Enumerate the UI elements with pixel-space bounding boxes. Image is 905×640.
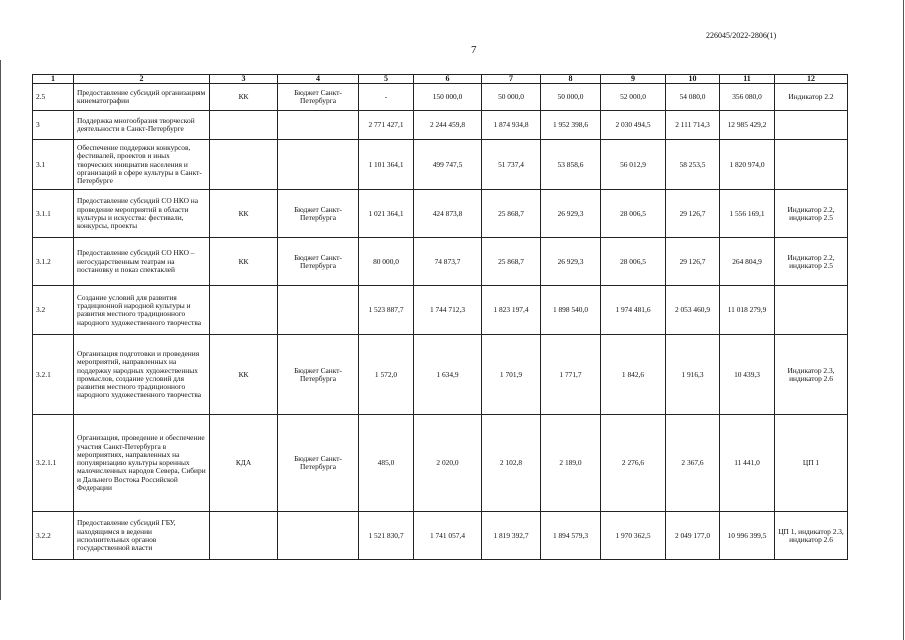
column-header: 2 — [74, 75, 210, 84]
column-header: 3 — [210, 75, 278, 84]
funding-source — [278, 286, 359, 335]
row-number: 3.1.1 — [33, 190, 74, 238]
value-col5: 1 521 830,7 — [359, 512, 414, 560]
value-col6: 1 634,9 — [414, 335, 482, 415]
table-row — [33, 286, 848, 335]
indicator — [775, 111, 848, 140]
indicator: Индикатор 2.2 — [775, 84, 848, 111]
value-col5: 80 000,0 — [359, 238, 414, 286]
funding-source: Бюджет Санкт-Петербурга — [278, 415, 359, 512]
column-header: 5 — [359, 75, 414, 84]
value-col5: - — [359, 84, 414, 111]
value-col9: 2 276,6 — [601, 415, 666, 512]
value-col7: 25 868,7 — [482, 190, 541, 238]
value-col5: 1 101 364,1 — [359, 140, 414, 190]
executor-code: КК — [210, 335, 278, 415]
indicator — [775, 286, 848, 335]
value-col8: 1 898 540,0 — [541, 286, 601, 335]
value-col11: 10 439,3 — [720, 335, 775, 415]
activity-name: Создание условий для развития традиционной народной культуры и развития местного традиционного народного художественного творчества — [74, 286, 210, 335]
value-col6: 1 744 712,3 — [414, 286, 482, 335]
table-row — [33, 335, 848, 415]
value-col5: 2 771 427,1 — [359, 111, 414, 140]
value-col9: 1 970 362,5 — [601, 512, 666, 560]
column-header: 11 — [720, 75, 775, 84]
column-header: 10 — [666, 75, 720, 84]
indicator: Индикатор 2.2, индикатор 2.5 — [775, 190, 848, 238]
activity-name: Обеспечение поддержки конкурсов, фестивалей, проектов и иных творческих инициатив населения и организаций в сфере культуры в Санкт-Петербурге — [74, 140, 210, 190]
executor-code: КК — [210, 84, 278, 111]
value-col10: 2 053 460,9 — [666, 286, 720, 335]
value-col8: 50 000,0 — [541, 84, 601, 111]
value-col9: 28 006,5 — [601, 190, 666, 238]
funding-source — [278, 140, 359, 190]
value-col7: 1 701,9 — [482, 335, 541, 415]
value-col5: 1 523 887,7 — [359, 286, 414, 335]
executor-code — [210, 140, 278, 190]
value-col11: 264 804,9 — [720, 238, 775, 286]
column-header: 12 — [775, 75, 848, 84]
column-header: 4 — [278, 75, 359, 84]
value-col7: 1 819 392,7 — [482, 512, 541, 560]
executor-code: КДА — [210, 415, 278, 512]
table-row — [33, 84, 848, 111]
executor-code — [210, 512, 278, 560]
value-col5: 1 021 364,1 — [359, 190, 414, 238]
row-number: 3 — [33, 111, 74, 140]
indicator: Индикатор 2.2, индикатор 2.5 — [775, 238, 848, 286]
table-row — [33, 140, 848, 190]
value-col11: 12 985 429,2 — [720, 111, 775, 140]
column-header: 9 — [601, 75, 666, 84]
executor-code — [210, 286, 278, 335]
value-col6: 150 000,0 — [414, 84, 482, 111]
activity-name: Предоставление субсидий СО НКО – негосударственным театрам на постановку и показ спектаклей — [74, 238, 210, 286]
funding-source: Бюджет Санкт-Петербурга — [278, 335, 359, 415]
value-col10: 54 080,0 — [666, 84, 720, 111]
value-col10: 2 111 714,3 — [666, 111, 720, 140]
column-header: 7 — [482, 75, 541, 84]
value-col9: 1 842,6 — [601, 335, 666, 415]
activity-name: Организация подготовки и проведения мероприятий, направленных на поддержку народных художественных промыслов, создание условий для развития местного традиционного народного художественного творчества — [74, 335, 210, 415]
indicator: ЦП 1 — [775, 415, 848, 512]
scan-edge-right — [903, 0, 904, 640]
value-col11: 1 820 974,0 — [720, 140, 775, 190]
value-col11: 10 996 399,5 — [720, 512, 775, 560]
value-col11: 356 080,0 — [720, 84, 775, 111]
activity-name: Предоставление субсидий организациям кинематографии — [74, 84, 210, 111]
table-row — [33, 415, 848, 512]
row-number: 3.2.2 — [33, 512, 74, 560]
value-col10: 29 126,7 — [666, 238, 720, 286]
value-col10: 58 253,5 — [666, 140, 720, 190]
row-number: 3.1 — [33, 140, 74, 190]
value-col9: 28 006,5 — [601, 238, 666, 286]
value-col8: 26 929,3 — [541, 190, 601, 238]
activity-name: Предоставление субсидий ГБУ, находящимся в ведении исполнительных органов государственной власти — [74, 512, 210, 560]
document-id: 226045/2022-2806(1) — [706, 31, 777, 40]
table-row — [33, 111, 848, 140]
funding-source — [278, 111, 359, 140]
value-col6: 2 244 459,8 — [414, 111, 482, 140]
indicator: Индикатор 2.3, индикатор 2.6 — [775, 335, 848, 415]
row-number: 3.2.1 — [33, 335, 74, 415]
value-col9: 2 030 494,5 — [601, 111, 666, 140]
value-col9: 1 974 481,6 — [601, 286, 666, 335]
value-col8: 1 771,7 — [541, 335, 601, 415]
row-number: 2.5 — [33, 84, 74, 111]
value-col10: 29 126,7 — [666, 190, 720, 238]
activity-name: Предоставление субсидий СО НКО на проведение мероприятий в области культуры и искусства: фестивали, конкурсы, проекты — [74, 190, 210, 238]
scan-edge-left — [0, 60, 1, 600]
value-col7: 50 000,0 — [482, 84, 541, 111]
executor-code: КК — [210, 190, 278, 238]
table-row — [33, 512, 848, 560]
table-header-row — [33, 75, 848, 84]
value-col7: 1 823 197,4 — [482, 286, 541, 335]
funding-source: Бюджет Санкт-Петербурга — [278, 190, 359, 238]
funding-source — [278, 512, 359, 560]
column-header: 8 — [541, 75, 601, 84]
value-col11: 11 441,0 — [720, 415, 775, 512]
page-number: 7 — [471, 44, 477, 56]
value-col9: 56 012,9 — [601, 140, 666, 190]
value-col6: 2 020,0 — [414, 415, 482, 512]
value-col8: 26 929,3 — [541, 238, 601, 286]
value-col9: 52 000,0 — [601, 84, 666, 111]
value-col6: 424 873,8 — [414, 190, 482, 238]
value-col7: 51 737,4 — [482, 140, 541, 190]
funding-source: Бюджет Санкт-Петербурга — [278, 84, 359, 111]
value-col5: 1 572,0 — [359, 335, 414, 415]
row-number: 3.1.2 — [33, 238, 74, 286]
value-col6: 74 873,7 — [414, 238, 482, 286]
value-col10: 2 367,6 — [666, 415, 720, 512]
table-row — [33, 190, 848, 238]
indicator — [775, 140, 848, 190]
funding-source: Бюджет Санкт-Петербурга — [278, 238, 359, 286]
row-number: 3.2.1.1 — [33, 415, 74, 512]
executor-code — [210, 111, 278, 140]
value-col7: 2 102,8 — [482, 415, 541, 512]
value-col11: 11 018 279,9 — [720, 286, 775, 335]
table-row — [33, 238, 848, 286]
value-col11: 1 556 169,1 — [720, 190, 775, 238]
indicator: ЦП 1, индикатор 2.3, индикатор 2.6 — [775, 512, 848, 560]
row-number: 3.2 — [33, 286, 74, 335]
value-col8: 2 189,0 — [541, 415, 601, 512]
value-col5: 485,0 — [359, 415, 414, 512]
column-header: 6 — [414, 75, 482, 84]
value-col7: 1 874 934,8 — [482, 111, 541, 140]
value-col10: 2 049 177,0 — [666, 512, 720, 560]
value-col8: 1 894 579,3 — [541, 512, 601, 560]
activity-name: Организация, проведение и обеспечение участия Санкт-Петербурга в мероприятиях, направленных на популяризацию культуры коренных малочисленных народов Севера, Сибири и Дальнего Востока Российской Федерации — [74, 415, 210, 512]
value-col6: 1 741 057,4 — [414, 512, 482, 560]
executor-code: КК — [210, 238, 278, 286]
column-header: 1 — [33, 75, 74, 84]
budget-table — [32, 74, 848, 560]
value-col6: 499 747,5 — [414, 140, 482, 190]
value-col10: 1 916,3 — [666, 335, 720, 415]
value-col8: 53 858,6 — [541, 140, 601, 190]
activity-name: Поддержка многообразия творческой деятельности в Санкт-Петербурге — [74, 111, 210, 140]
value-col7: 25 868,7 — [482, 238, 541, 286]
value-col8: 1 952 398,6 — [541, 111, 601, 140]
